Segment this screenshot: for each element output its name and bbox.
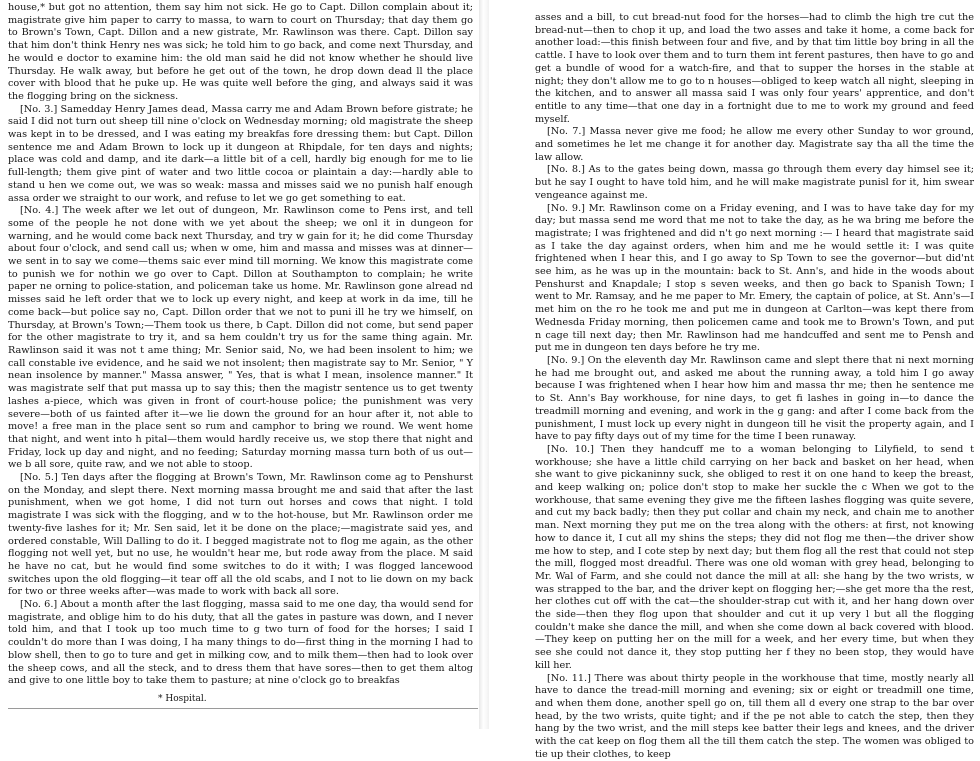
right-paragraph-no-7: [No. 7.] Massa never give me food; he allow me every other Sunday to wor ground, and sometimes he let me change it for another day. Magistrate say tha all the time the law allow. [535, 126, 974, 163]
right-paragraph-no-10: [No. 10.] Then they handcuff me to a woman belonging to Lilyfield, to send t workhouse; she have a little child carrying on her back and basket on her head, when she want to give pickaninny suck, she obliged to rest it on one hand to keep the breast, and keep walking on; police don't stop to make her suckle the c When we got to the workhouse, that same evening they give me the fifteen lashes flogging was quite severe, and cut my back badly; then they put collar and chain my neck, and chain me to another man. Next morning they put me on the trea along with the others: at first, not knowing how to dance it, I cut all my shins the steps; they did not flog me then—the driver show me how to step, and I cote step by next day; but them flog all the rest that could not step the mill, flogged most dreadful. There was one old woman with grey head, belonging to Mr. Wal of Farm, and she could not dance the mill at all: she hang by the two wrists, w was strapped to the bar, and the driver kept on flogging her;—she get more tha the rest, her clothes cut off with the cat—the shoulder-strap cut with it, and her hang down over the side—then they flog upon that shoulder and cut it up very l but all the flogging couldn't make she dance the mill, and when she come down al back covered with blood.—They keep on putting her on the mill for a week, and her every time, but when they see she could not dance it, they stop putting her f they no been stop, they would have kill her. [535, 443, 974, 671]
left-page-text [8, 2, 473, 688]
right-paragraph-no-9a: [No. 9.] Mr. Rawlinson come on a Friday evening, and I was to have take day for my day; but massa send me word that me not to take the day, as he wa bring me before the magistrate; I was frightened and did n't go next morning :— I heard that magistrate said as I take the day against orders, when him and me he would settle it: I was quite frightened when I hear this, and I go away to Sp Town to see the governor—but did'nt see him, as he was up in the mountain: back to St. Ann's, and hide in the woods about Penshurst and Knapdale; I stop s seven weeks, and then go back to Spanish Town; I went to Mr. Ramsay, and he me paper to Mr. Emery, the captain of police, at St. Ann's—I met him on the ro he took me and put me in dungeon at Carlton—was kept there from Wednesda Friday morning, then policemen came and took me to Brown's Town, and put n cage till next day; then Mr. Rawlinson had me handcuffed and sent me to Pensh and put me in dungeon ten days before he try me. [535, 202, 974, 354]
right-paragraph-no-8: [No. 8.] As to the gates being down, massa go through them every day himsel see it; but he say I ought to have told him, and he will make magistrate punisl for it, him swear vengeance against me. [535, 164, 974, 201]
right-paragraph-no-11: [No. 11.] There was about thirty people in the workhouse that time, mostly nearly all have to dance the tread-mill morning and evening; six or eight or treadmill one time, and when them done, another spell go on, till them all d every one strap to the bar over head, by the two wrists, quite tight; and if the pe not able to catch the step, then they hang by the two wrist, and the mill steps kee batter their legs and knees, and the driver with the cat keep on flog them all the till them catch the step. The women was obliged to tie up their clothes, to keep [535, 672, 974, 760]
book-gutter [479, 0, 489, 729]
left-paragraph-no-5: [No. 5.] Ten days after the flogging at Brown's Town, Mr. Rawlinson come ag to Penshurst on the Monday, and slept there. Next morning massa brought me and said that after the last punishment, when we got home, I did not turn out horses and cows that night. I told magistrate I was sick with the flogging, and w to the hot-house, but Mr. Rawlinson order me twenty-five lashes for it; Mr. Sen said, let it be done on the place;—magistrate said yes, and ordered constable, Will Dalling to do it. I begged magistrate not to flog me again, as the other flogging not well yet, but no use, he wouldn't hear me, but rode away from the place. M said he have no cat, but he would find some switches to do it with; I was flogged lancewood switches upon the old flogging—it tear off all the old scabs, and I not to lie down on my back for two or three weeks after—was made to work with back all sore. [8, 472, 473, 598]
left-paragraph-no-3: [No. 3.] Samedday Henry James dead, Massa carry me and Adam Brown before gistrate; he said I did not turn out sheep till nine o'clock on Wednesday morning; old magistrate the sheep was kept in to be dressed, and I was eating my breakfas fore dressing them: but Capt. Dillon sentence me and Adam Brown to lock up it dungeon at Rhipdale, for ten days and nights; place was cold and damp, and ite dark—a little bit of a cell, hardly big enough for me to lie full-length; them give pint of water and two little cocoa or plaintain a day:—hardly able to stand u hen we come out, we was so weak: massa and misses said we no punish half enough assa order we straight to our work, and refuse to let we go get something to eat. [8, 103, 473, 204]
left-paragraph-no-4: [No. 4.] The week after we let out of dungeon, Mr. Rawlinson come to Pens irst, and tell some of the people he not done with we yet about the sheep; we onl it in dungeon for warning, and he would come back next Thursday, and try w gain for it; he did come Thursday about four o'clock, and send call us; when w ome, him and massa and misses was at dinner—we sent in to say we come—thems saic ever mind till morning. We know this magistrate come to punish we for nothin we go over to Capt. Dillon at Southampton to complain; he write paper ne orning to police-station, and policeman take us home. Mr. Rawlinson gone alread nd misses said he left order that we to lock up every night, and keep at work in da ime, till he come back—but police say no, Capt. Dillon order that we not to puni ill he try we himself, on Thursday, at Brown's Town;—Them took us there, b Capt. Dillon did not come, but send paper for the other magistrate to try it, and sa hem couldn't try us for the same thing again. Mr. Rawlinson said it was not t ame thing; Mr. Senior said, No, we had been insolent to him; we call constable ive evidence, and he said we not insolent; then magistrate say to Mr. Senior, " Y nean insolence by manner." Massa answer, " Yes, that is what I mean, insolence manner." It was magistrate self that put massa up to say this; then the magistr sentence us to get twenty lashes a-piece, which was given in front of court-house police; the punishment was very severe—both of us fainted after it—we lie down the ground for an hour after it, not able to move! a free man in the place sent so rum and camphor to bring we round. We went home that night, and went into h pital—them would hardly receive us, we stop there that night and Friday, lock up day and night, and no feeding; Saturday morning massa turn both of us out—we b all sore, quite raw, and we not able to stoop. [8, 205, 473, 471]
footnote: * Hospital. [158, 693, 207, 704]
right-paragraph-no-9b: [No. 9.] On the eleventh day Mr. Rawlinson came and slept there that ni next morning he had me brought out, and asked me about the running away, a told him I go away because I was frightened when I hear how him and massa thr me; then he sentence me to St. Ann's Bay workhouse, for nine days, to get fi lashes in going in—to dance the treadmill morning and evening, and work in the g gang: and after I come back from the punishment, I must lock up every night in dungeon till he visit the property again, and I have to pay fifty days out of my time for the time I been runaway. [535, 354, 974, 443]
right-page [489, 0, 980, 760]
left-paragraph-continued: house,* but got no attention, them say him not sick. He go to Capt. Dillon complain about it; magistrate give him paper to carry to massa, to warn to court on Thursday; that day them go to Brown's Town, Capt. Dillon and a new gistrate, Mr. Rawlinson was there. Capt. Dillon say that him don't think Henry nes was sick; he told him to go back, and come next Thursday, and he would e doctor to examine him: the old man said he did not know whether he should live Thursday. He walk away, but before he get out of the town, he drop down dead ll the place cover with blood that he puke up. He was quite well before the ging, and always said it was the flogging bring on the sickness. [8, 2, 473, 102]
right-page-text [535, 12, 974, 761]
footnote-rule [8, 708, 478, 709]
left-page [0, 0, 479, 729]
right-paragraph-continued: asses and a bill, to cut bread-nut food for the horses—had to climb the high tre cut the bread-nut—then to chop it up, and load the two asses and take it home, a come back for another load:—this finish between four and five, and by that tim little boy bring in all the cattle. I have to look over them and to turn them int ferent pastures, then have to go and get a bundle of wood for a watch-fire, and that to supper the horses in the stable at night; they don't allow me to go to n houses—obliged to keep watch all night, sleeping in the kitchen, and to answer all massa said I was only four years' apprentice, and don't entitle to any time—that one day in a fortnight due to me to work my ground and feed myself. [535, 12, 974, 125]
left-paragraph-no-6: [No. 6.] About a month after the last flogging, massa said to me one day, tha would send for magistrate, and oblige him to do his duty, that all the gates in pasture was down, and I never told him, and that I took up too much time to g two turn of food for the horses; I said I couldn't do more than I was doing, I ha many things to do—first thing in the morning I had to blow shell, then to go to ture and get in milking cow, and to milk them—then had to look over the sheep cows, and all the steck, and to dress them that have sores—then to get them altog and give to one little boy to take them to pasture; at nine o'clock go to breakfas [8, 599, 473, 687]
